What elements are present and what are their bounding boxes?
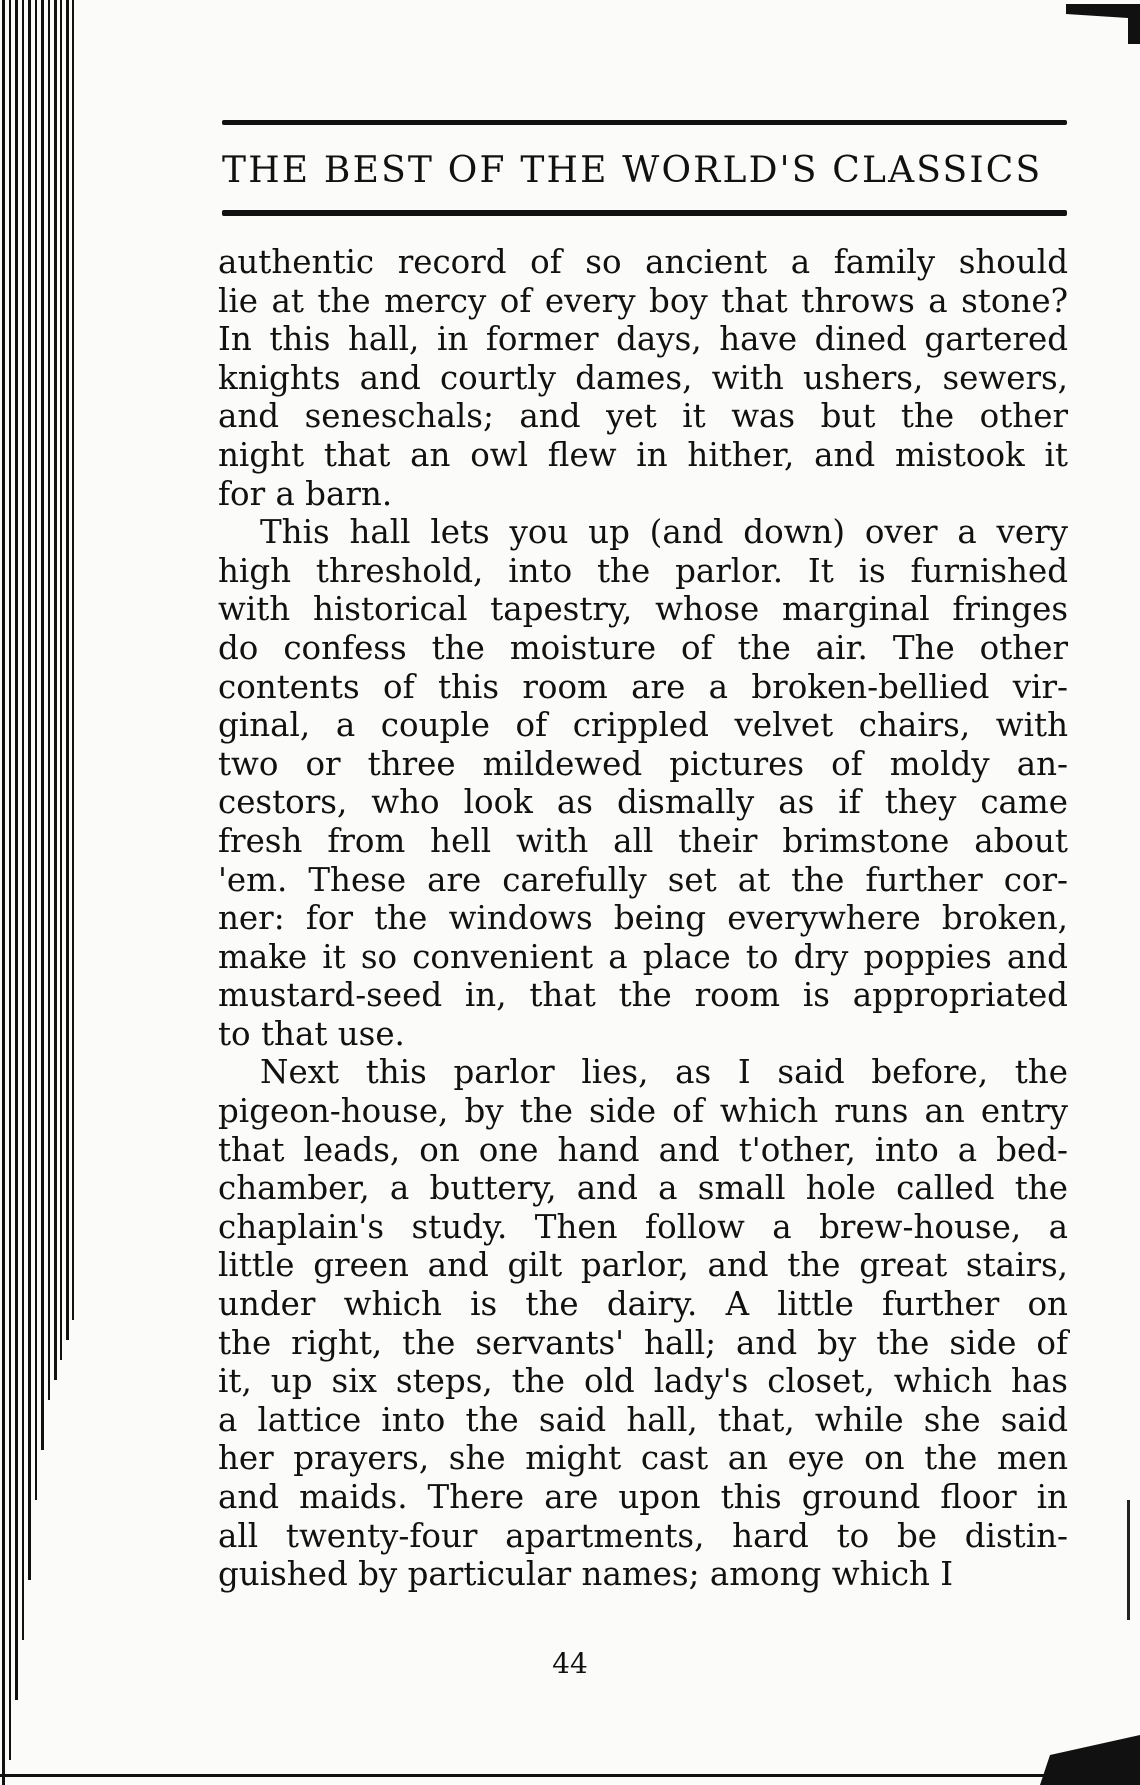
text-line: fresh from hell with all their brimstone about [218,821,1068,860]
text-line: lie at the mercy of every boy that throws a stone? [218,281,1068,320]
text-line: and seneschals; and yet it was but the other [218,397,1068,436]
text-line: guished by particular names; among which I [218,1555,954,1594]
text-line: ner: for the windows being everywhere broken, [218,899,1068,938]
text-line: do confess the moisture of the air. The other [218,628,1068,667]
body-text [218,243,1068,1594]
text-line: it, up six steps, the old lady's closet, which has [218,1362,1068,1401]
text-line: mustard-seed in, that the room is appropriated [218,976,1068,1015]
text-line: high threshold, into the parlor. It is furnished [218,551,1068,590]
text-line: In this hall, in former days, have dined gartered [218,320,1068,359]
text-line: make it so convenient a place to dry poppies and [218,937,1068,976]
running-head: THE BEST OF THE WORLD'S CLASSICS [222,150,1043,191]
text-line: under which is the dairy. A little further on [218,1285,1068,1324]
page-number: 44 [552,1647,588,1680]
text-line: chamber, a buttery, and a small hole called the [218,1169,1068,1208]
text-line: pigeon-house, by the side of which runs an entry [218,1092,1068,1131]
edge-mark [1127,1500,1130,1620]
text-line: a lattice into the said hall, that, while she said [218,1400,1068,1439]
text-line: that leads, on one hand and t'other, into a bed- [218,1130,1068,1169]
text-line: with historical tapestry, whose marginal fringes [218,590,1068,629]
text-line: knights and courtly dames, with ushers, sewers, [218,358,1068,397]
text-line: contents of this room are a broken-bellied vir- [218,667,1068,706]
text-line: authentic record of so ancient a family should [218,243,1068,281]
corner-mark [1066,4,1140,44]
binding-edge [0,0,100,1785]
text-line: for a barn. [218,474,393,513]
text-line: the right, the servants' hall; and by the side of [218,1323,1068,1362]
text-line: This hall lets you up (and down) over a very [260,513,1068,552]
text-line: and maids. There are upon this ground floor in [218,1478,1068,1516]
text-line: Next this parlor lies, as I said before, the [260,1053,1068,1092]
text-line: ginal, a couple of crippled velvet chairs, with [218,706,1068,745]
text-line: chaplain's study. Then follow a brew-house, a [218,1207,1068,1246]
text-line: cestors, who look as dismally as if they came [218,783,1068,822]
text-line: 'em. These are carefully set at the further cor- [218,860,1068,899]
text-line: to that use. [218,1014,405,1053]
text-line: two or three mildewed pictures of moldy an- [218,744,1068,783]
text-line: all twenty-four apartments, hard to be distin- [218,1516,1068,1555]
text-line: night that an owl flew in hither, and mistook it [218,435,1068,474]
bottom-edge [0,1774,1140,1777]
text-line: her prayers, she might cast an eye on the men [218,1439,1068,1478]
header-rule-top [222,120,1067,125]
text-line: little green and gilt parlor, and the great stairs, [218,1246,1068,1285]
header-rule-bottom [222,210,1067,216]
